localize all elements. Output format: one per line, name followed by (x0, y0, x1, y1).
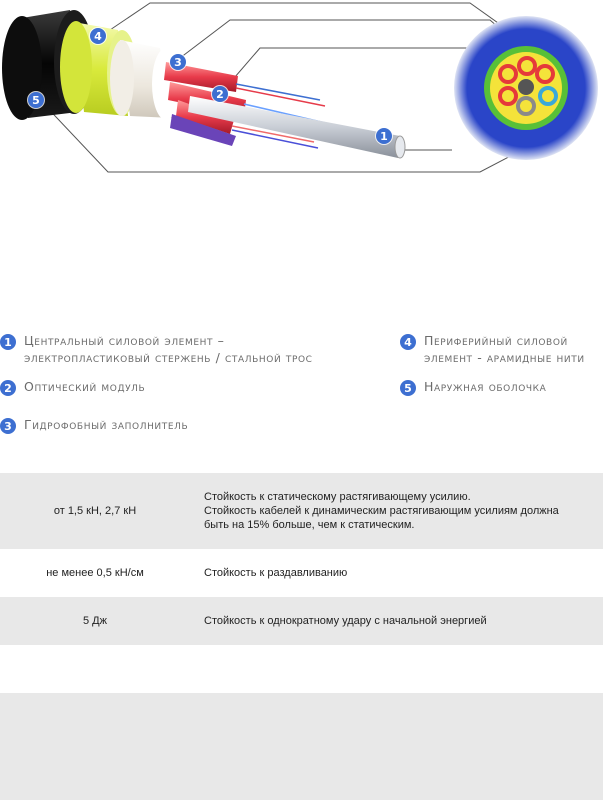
table-row (0, 549, 603, 597)
legend-number: 3 (0, 418, 16, 434)
spec-description: Стойкость к раздавливанию (204, 567, 348, 579)
legend-item-3 (0, 416, 188, 434)
marker-5: 5 (28, 92, 44, 108)
legend-item-4 (400, 332, 585, 366)
legend-item-2 (0, 378, 145, 396)
marker-2: 2 (212, 86, 228, 102)
legend-number: 4 (400, 334, 416, 350)
legend-text: Периферийный силовой элемент - арамидные нити (424, 333, 585, 365)
legend-number: 1 (0, 334, 16, 350)
legend-item-5 (400, 378, 546, 396)
marker-1: 1 (376, 128, 392, 144)
cable-drawing (0, 0, 603, 200)
table-row (0, 473, 603, 549)
marker-4: 4 (90, 28, 106, 44)
legend-text: Наружная оболочка (424, 379, 547, 394)
cross-section (454, 16, 598, 160)
spec-description: Стойкость к однократному удару с начальной энергией (204, 615, 487, 627)
table-filler (0, 693, 603, 800)
legend-number: 2 (0, 380, 16, 396)
cable-illustration (0, 0, 603, 200)
spec-description: Стойкость к статическому растягивающему усилию. Стойкость кабелей к динамическим растягивающим усилиям должна быть на 15% больше, чем к статическим. (204, 491, 559, 531)
legend-text: Гидрофобный заполнитель (24, 417, 189, 432)
spec-value: не менее 0,5 кН/см (46, 567, 144, 579)
spec-value: от 1,5 кН, 2,7 кН (53, 505, 137, 517)
legend-text: Центральный силовой элемент – электропластиковый стержень / стальной трос (24, 333, 313, 365)
callout-line-4 (104, 3, 522, 40)
legend-text: Оптический модуль (24, 379, 146, 394)
specs-table (0, 473, 603, 645)
spec-value: 5 Дж (83, 615, 107, 627)
legend-number: 5 (400, 380, 416, 396)
marker-3: 3 (170, 54, 186, 70)
legend-item-1 (0, 332, 313, 366)
table-row (0, 597, 603, 645)
